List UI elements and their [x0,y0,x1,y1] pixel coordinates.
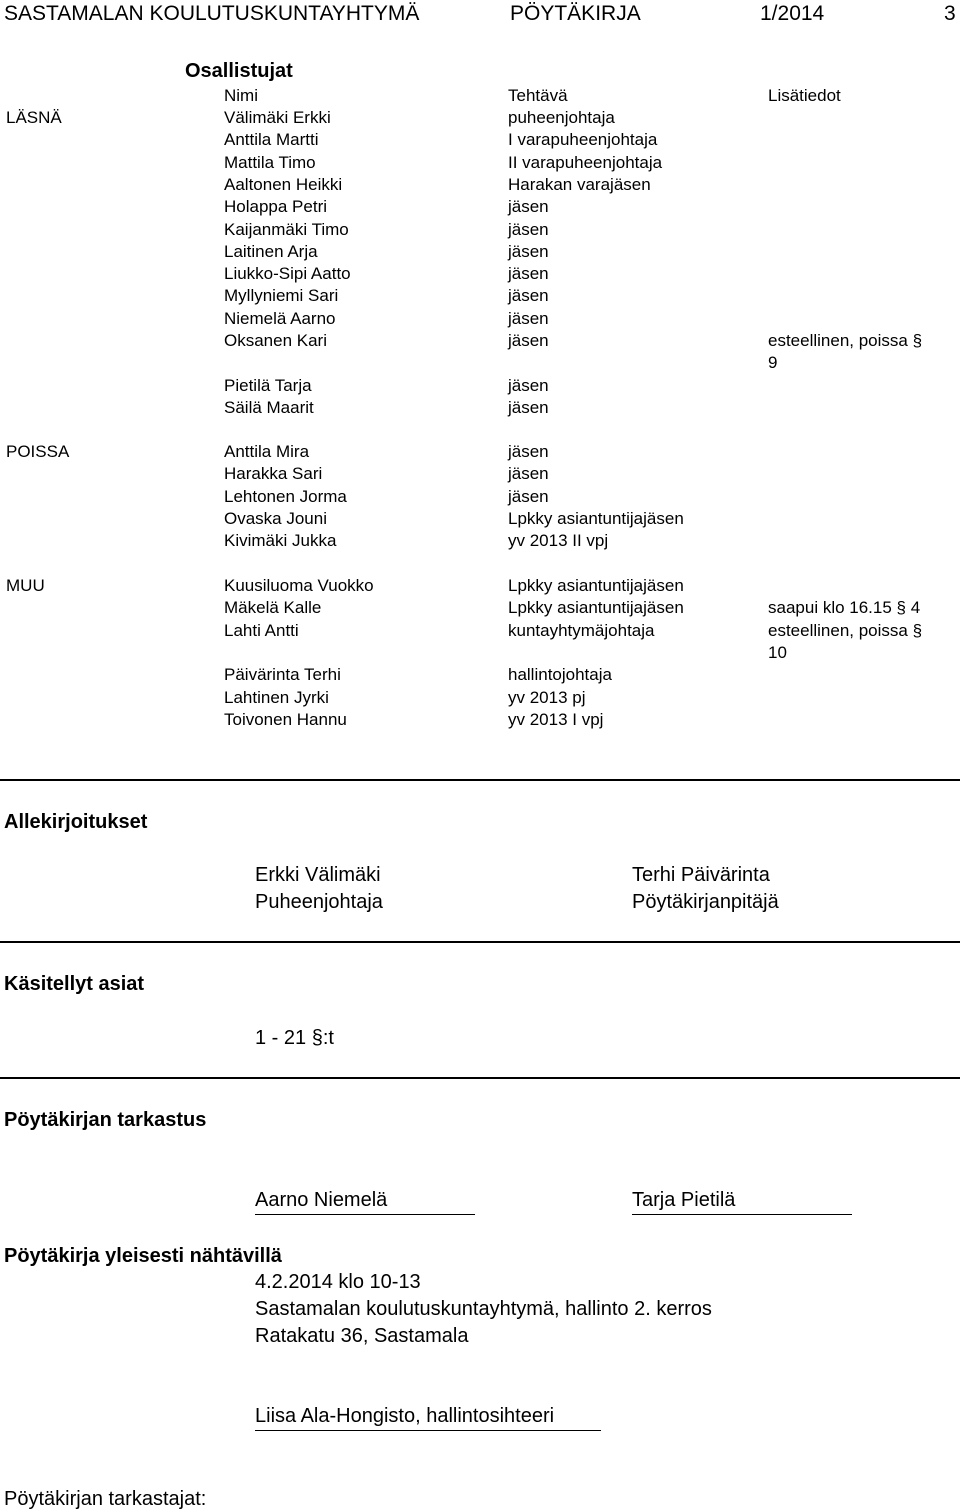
participant-role: jäsen [508,286,549,306]
participant-name: Myllyniemi Sari [224,286,339,306]
participant-name: Oksanen Kari [224,331,327,350]
participant-role: jäsen [508,331,549,350]
signatures-title: Allekirjoitukset [4,811,148,833]
document-number: 1/2014 [760,2,825,25]
signature-line [255,1430,601,1431]
participant-role: jäsen [508,264,549,284]
participant-name: Aaltonen Heikki [224,174,343,194]
participant-role: jäsen [508,197,549,217]
participant-role: I varapuheenjohtaja [508,130,658,150]
participant-role: jäsen [508,397,549,417]
participant-role: Lpkky asiantuntijajäsen [508,576,684,595]
secretary-role: Pöytäkirjanpitäjä [632,891,779,913]
participant-role: yv 2013 I vpj [508,709,604,729]
divider [0,941,960,943]
group-label-other: MUU [6,576,45,595]
participant-info: 9 [768,353,778,373]
participant-name: Toivonen Hannu [224,709,347,729]
participant-name: Kaijanmäki Timo [224,219,349,239]
document-type: PÖYTÄKIRJA [510,2,641,25]
column-header-role: Tehtävä [508,86,568,105]
participant-info: 10 [768,642,787,662]
column-header-info: Lisätiedot [768,86,841,105]
reviewers-label: Pöytäkirjan tarkastajat: [4,1488,207,1510]
participant-role: puheenjohtaja [508,108,615,127]
participant-info: esteellinen, poissa § [768,620,923,640]
participant-role: jäsen [508,308,549,328]
participant-name: Anttila Martti [224,130,319,150]
participant-role: kuntayhtymäjohtaja [508,620,655,640]
participant-name: Ovaska Jouni [224,508,327,528]
participant-name: Mäkelä Kalle [224,598,322,618]
participant-name: Liukko-Sipi Aatto [224,264,351,284]
column-header-name: Nimi [224,86,258,105]
review-title: Pöytäkirjan tarkastus [4,1109,207,1131]
group-label-present: LÄSNÄ [6,108,62,127]
group-label-absent: POISSA [6,442,70,461]
signature-line [255,1214,475,1215]
reviewer-right: Tarja Pietilä [632,1189,736,1211]
participant-role: jäsen [508,241,549,261]
participant-name: Niemelä Aarno [224,308,336,328]
participant-role: Lpkky asiantuntijajäsen [508,508,684,528]
participant-role: jäsen [508,464,549,484]
participant-name: Laitinen Arja [224,241,318,261]
participant-name: Säilä Maarit [224,397,314,417]
public-display-address: Ratakatu 36, Sastamala [255,1325,469,1347]
secretary-name: Terhi Päivärinta [632,864,770,886]
participant-role: Harakan varajäsen [508,174,651,194]
participant-info: saapui klo 16.15 § 4 [768,598,921,618]
public-display-title: Pöytäkirja yleisesti nähtävillä [4,1245,282,1267]
participant-role: Lpkky asiantuntijajäsen [508,598,684,618]
participant-name: Päivärinta Terhi [224,665,341,685]
participant-role: II varapuheenjohtaja [508,152,663,172]
participant-name: Lahtinen Jyrki [224,687,329,707]
participant-role: yv 2013 II vpj [508,531,609,551]
signature-line [632,1214,852,1215]
participant-name: Kuusiluoma Vuokko [224,576,374,595]
reviewer-left: Aarno Niemelä [255,1189,388,1211]
clerk-signature: Liisa Ala-Hongisto, hallintosihteeri [255,1405,555,1427]
public-display-place: Sastamalan koulutuskuntayhtymä, hallinto 2. kerros [255,1298,712,1320]
participant-name: Lahti Antti [224,620,299,640]
participant-name: Holappa Petri [224,197,328,217]
participant-name: Kivimäki Jukka [224,531,337,551]
participant-role: jäsen [508,442,549,461]
participant-name: Välimäki Erkki [224,108,331,127]
participant-name: Lehtonen Jorma [224,486,347,506]
participant-role: jäsen [508,486,549,506]
participant-role: yv 2013 pj [508,687,586,707]
page-number: 3 [944,2,956,25]
public-display-date: 4.2.2014 klo 10-13 [255,1271,421,1293]
participant-info: esteellinen, poissa § [768,331,923,350]
items-title: Käsitellyt asiat [4,973,145,995]
participant-name: Mattila Timo [224,152,316,172]
participant-name: Pietilä Tarja [224,375,312,395]
participant-name: Anttila Mira [224,442,310,461]
items-value: 1 - 21 §:t [255,1027,334,1049]
participant-role: jäsen [508,219,549,239]
divider [0,1077,960,1079]
divider [0,779,960,781]
participant-role: hallintojohtaja [508,665,612,685]
chair-name: Erkki Välimäki [255,864,381,886]
participant-role: jäsen [508,375,549,395]
participants-title: Osallistujat [185,60,293,82]
participant-name: Harakka Sari [224,464,323,484]
chair-role: Puheenjohtaja [255,891,383,913]
organization-name: SASTAMALAN KOULUTUSKUNTAYHTYMÄ [4,2,420,25]
